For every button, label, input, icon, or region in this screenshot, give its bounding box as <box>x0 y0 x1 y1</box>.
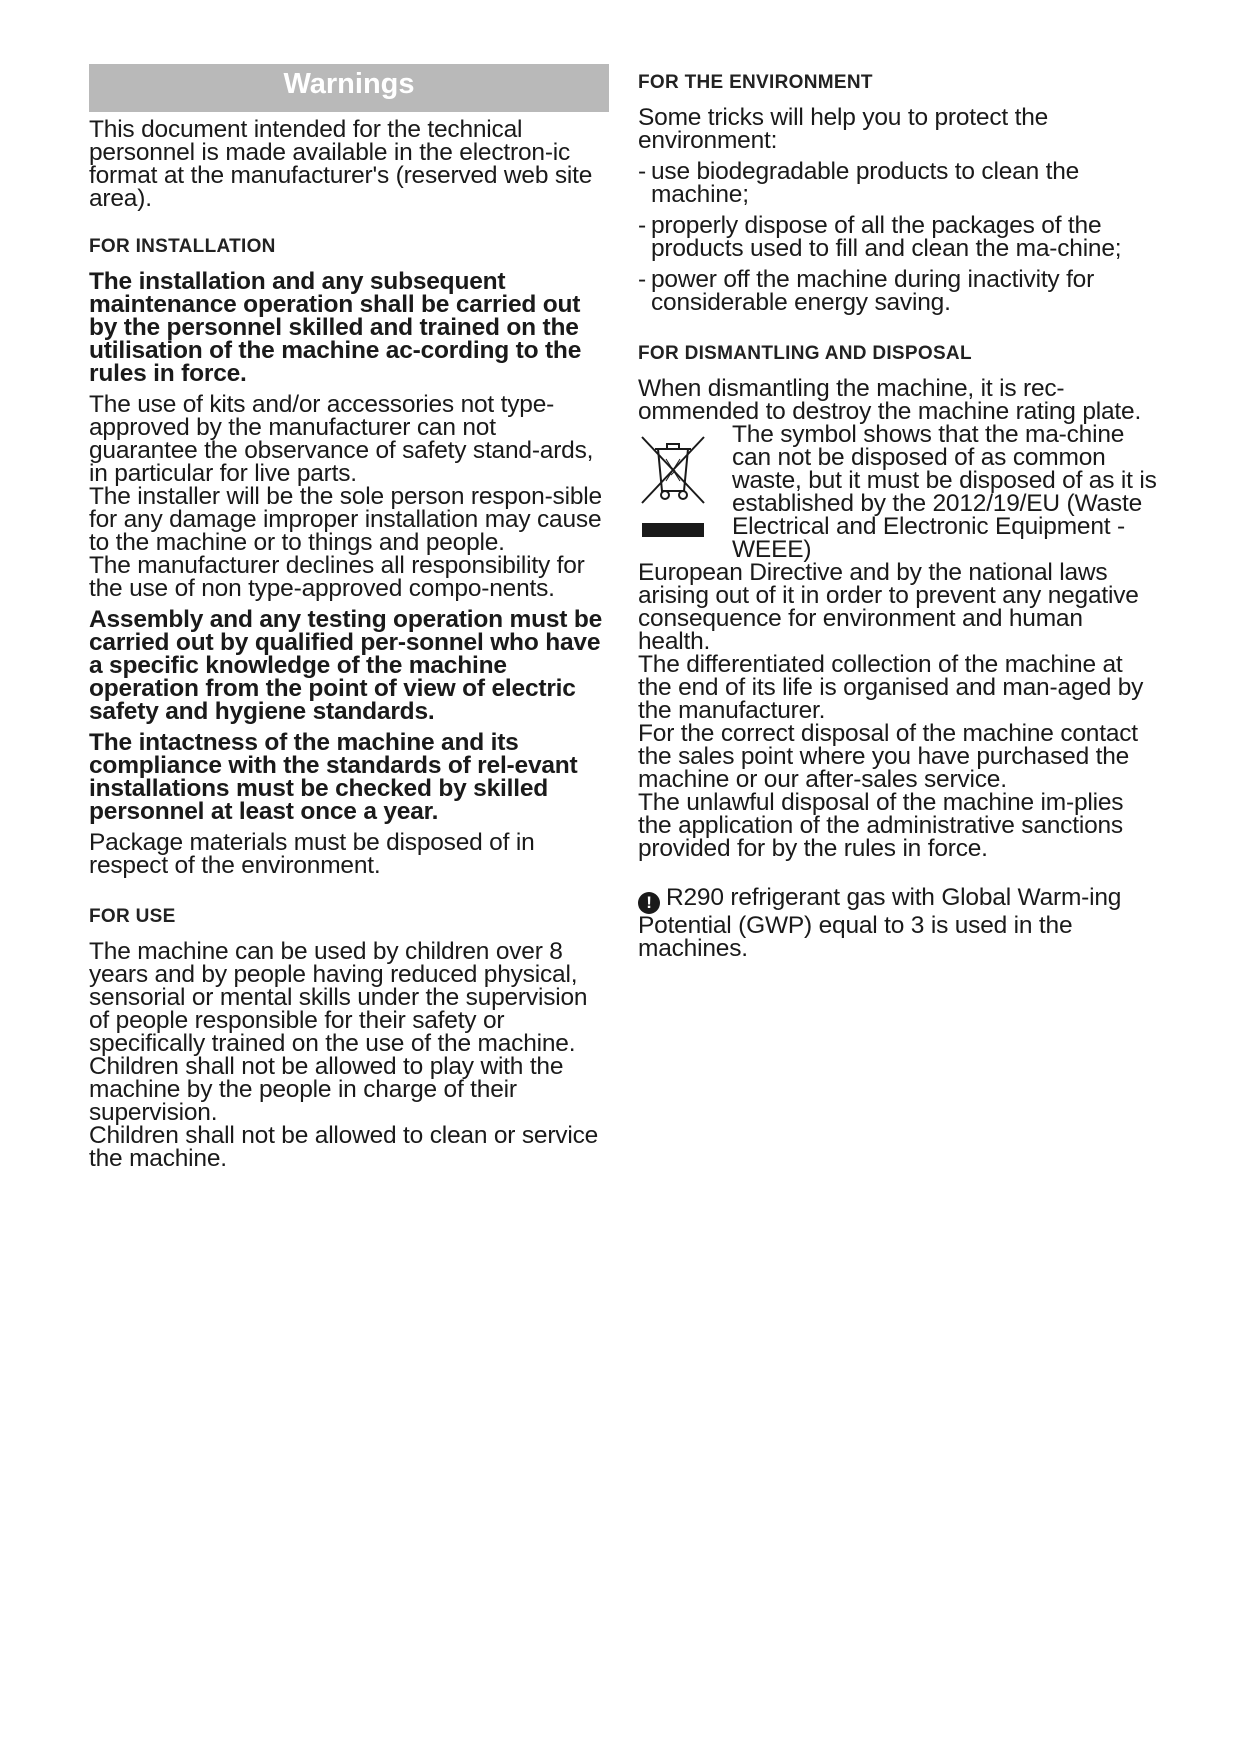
installation-bold-1: The installation and any subsequent maintenance operation shall be carried out by the personnel skilled and trained on the utilisation of the machine ac-cording to the rules in force. <box>89 268 582 387</box>
disposal-paragraph-1: The differentiated collection of the machine at the end of its life is organised and man-aged by the manufacturer. <box>638 651 1144 724</box>
installation-paragraph-1: The use of kits and/or accessories not type-approved by the manufacturer can not guarantee the observance of safety stand-ards, in particular for live parts. <box>89 391 594 487</box>
use-paragraph-3: Children shall not be allowed to clean or service the machine. <box>89 1122 599 1172</box>
right-column <box>638 72 1160 960</box>
refrigerant-note <box>638 886 1160 960</box>
environment-intro: Some tricks will help you to protect the environment: <box>638 104 1049 154</box>
disposal-heading: FOR DISMANTLING AND DISPOSAL <box>638 343 972 364</box>
weee-block <box>638 423 1160 561</box>
installation-heading: FOR INSTALLATION <box>89 236 276 257</box>
exclamation-circle-icon: ! <box>638 892 660 914</box>
environment-item <box>638 160 1160 206</box>
page-title: Warnings <box>89 64 609 112</box>
left-column <box>89 64 609 1170</box>
installation-bold-3: The intactness of the machine and its compliance with the standards of rel-evant installations must be checked by skilled personnel at least once a year. <box>89 729 578 825</box>
environment-item <box>638 214 1160 260</box>
list-dash: - <box>638 266 646 293</box>
refrigerant-text: R290 refrigerant gas with Global Warm-ing Potential (GWP) equal to 3 is used in the machines. <box>638 884 1122 962</box>
intro-paragraph: This document intended for the technical personnel is made available in the electron-ic format at the manufacturer's (reserved web site area). <box>89 116 593 212</box>
use-paragraph-1: The machine can be used by children over 8 years and by people having reduced physical, sensorial or mental skills under the supervision of people responsible for their safety or specifically trained on the use of the machine. <box>89 938 588 1057</box>
list-dash: - <box>638 158 646 185</box>
crossed-out-wheelie-bin-icon <box>638 429 708 539</box>
installation-paragraph-3: The manufacturer declines all responsibility for the use of non type-approved compo-nents. <box>89 552 585 602</box>
environment-item-text: power off the machine during inactivity for considerable energy saving. <box>651 266 1095 316</box>
use-paragraph-2: Children shall not be allowed to play with the machine by the people in charge of their supervision. <box>89 1053 564 1126</box>
use-heading: FOR USE <box>89 906 176 927</box>
weee-paragraph: The symbol shows that the ma-chine can not be disposed of as common waste, but it must be disposed of as it is established by the 2012/19/EU (Waste Electrical and Electronic Equipment - WEEE) <box>732 421 1157 563</box>
installation-bold-2: Assembly and any testing operation must be carried out by qualified per-sonnel who have a specific knowledge of the machine operation from the point of view of electric safety and hygiene standards. <box>89 606 603 725</box>
environment-item-text: properly dispose of all the packages of the products used to fill and clean the ma-chine; <box>651 212 1122 262</box>
installation-paragraph-2: The installer will be the sole person respon-sible for any damage improper installation may cause to the machine or to things and people. <box>89 483 602 556</box>
list-dash: - <box>638 212 646 239</box>
disposal-paragraph-3: The unlawful disposal of the machine im-plies the application of the administrative sanctions provided for by the rules in force. <box>638 789 1124 862</box>
environment-item-text: use biodegradable products to clean the machine; <box>651 158 1080 208</box>
disposal-paragraph-2: For the correct disposal of the machine contact the sales point where you have purchased the machine or our after-sales service. <box>638 720 1138 793</box>
weee-continuation: European Directive and by the national laws arising out of it in order to prevent any negative consequence for environment and human health. <box>638 559 1139 655</box>
installation-paragraph-4: Package materials must be disposed of in respect of the environment. <box>89 829 535 879</box>
environment-item <box>638 268 1160 314</box>
disposal-intro: When dismantling the machine, it is rec-ommended to destroy the machine rating plate. <box>638 375 1142 425</box>
environment-heading: FOR THE ENVIRONMENT <box>638 72 873 93</box>
